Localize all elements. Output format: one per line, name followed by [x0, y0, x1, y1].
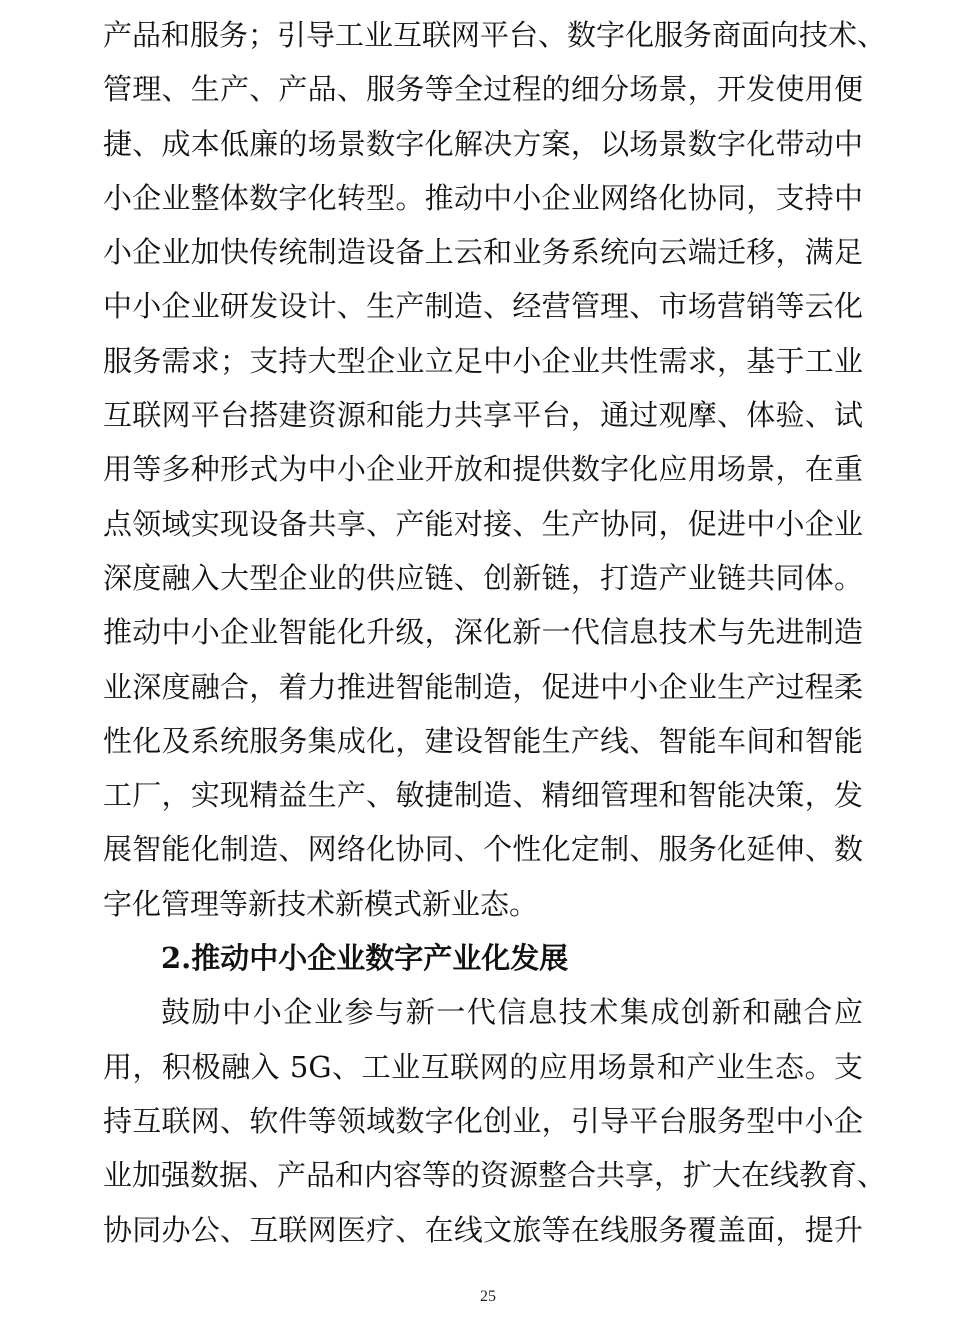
- text-line: 字化管理等新技术新模式新业态。: [103, 886, 539, 921]
- text-line: 用，积极融入 5G、工业互联网的应用场景和产业生态。支: [103, 1049, 863, 1084]
- text-line: 点领域实现设备共享、产能对接、生产协同，促进中小企业: [103, 506, 863, 541]
- text-line: 互联网平台搭建资源和能力共享平台，通过观摩、体验、试: [103, 398, 863, 433]
- text-line: 展智能化制造、网络化协同、个性化定制、服务化延伸、数: [103, 832, 863, 867]
- page-number: 25: [480, 1288, 496, 1305]
- text-line: 服务需求；支持大型企业立足中小企业共性需求，基于工业: [103, 343, 863, 378]
- text-line: 深度融入大型企业的供应链、创新链，打造产业链共同体。: [103, 560, 863, 595]
- text-line: 小企业整体数字化转型。推动中小企业网络化协同，支持中: [103, 180, 863, 215]
- text-line: 业加强数据、产品和内容等的资源整合共享，扩大在线教育、: [103, 1158, 887, 1193]
- text-line: 鼓励中小企业参与新一代信息技术集成创新和融合应: [161, 995, 863, 1030]
- section-heading: 2.推动中小企业数字产业化发展: [161, 941, 569, 976]
- text-line: 工厂，实现精益生产、敏捷制造、精细管理和智能决策，发: [103, 778, 863, 813]
- text-line: 推动中小企业智能化升级，深化新一代信息技术与先进制造: [103, 615, 863, 650]
- text-line: 协同办公、互联网医疗、在线文旅等在线服务覆盖面，提升: [103, 1212, 863, 1247]
- text-line: 管理、生产、产品、服务等全过程的细分场景，开发使用便: [103, 72, 863, 107]
- document-body: [103, 8, 887, 1257]
- text-line: 用等多种形式为中小企业开放和提供数字化应用场景，在重: [103, 452, 863, 487]
- text-line: 捷、成本低廉的场景数字化解决方案，以场景数字化带动中: [103, 126, 863, 161]
- text-line: 小企业加快传统制造设备上云和业务系统向云端迁移，满足: [103, 235, 863, 270]
- text-line: 业深度融合，着力推进智能制造，促进中小企业生产过程柔: [103, 669, 863, 704]
- text-line: 产品和服务；引导工业互联网平台、数字化服务商面向技术、: [103, 18, 887, 52]
- text-line: 中小企业研发设计、生产制造、经营管理、市场营销等云化: [103, 289, 863, 324]
- text-line: 持互联网、软件等领域数字化创业，引导平台服务型中小企: [103, 1103, 863, 1138]
- text-line: 性化及系统服务集成化，建设智能生产线、智能车间和智能: [103, 723, 863, 758]
